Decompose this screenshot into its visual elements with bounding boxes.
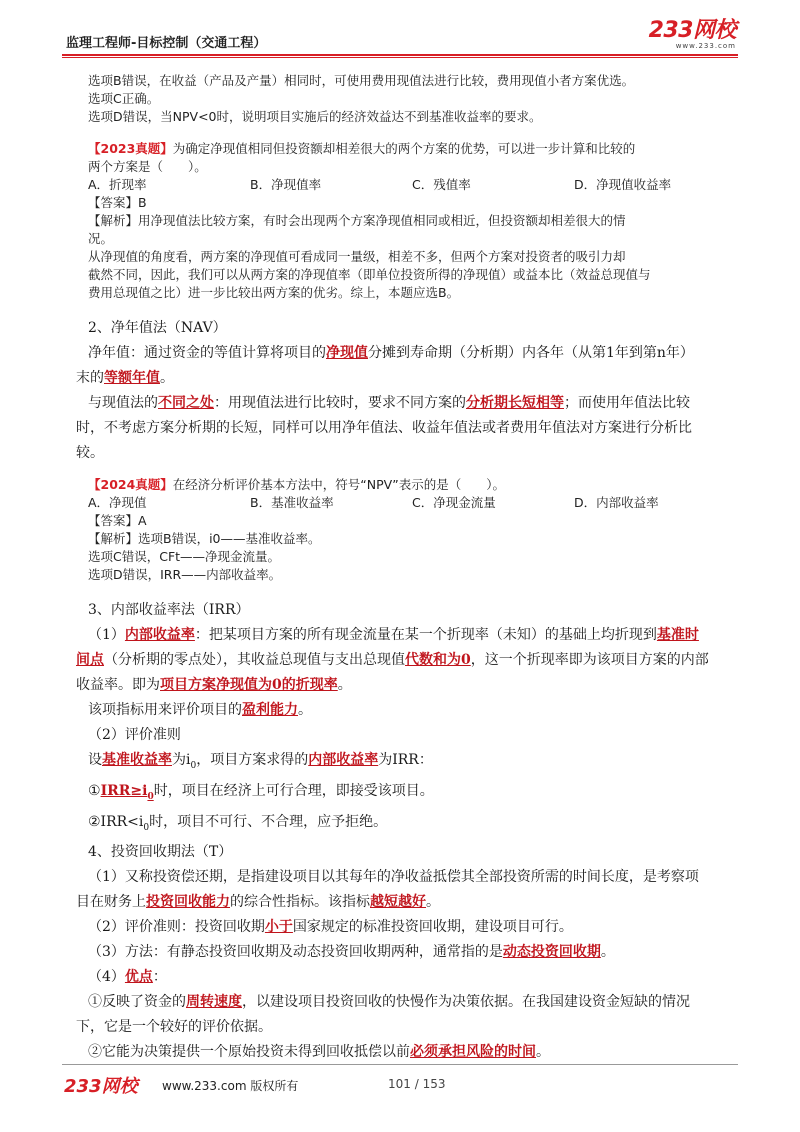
nav-definition-cont: 末的等额年值。 xyxy=(76,370,174,386)
option-b: B．净现值率 xyxy=(250,177,322,192)
answer: 【答案】B xyxy=(88,195,147,210)
header-logo-url: www.233.com xyxy=(675,42,736,50)
question-2024 xyxy=(88,476,738,584)
question-tag: 【2024真题】 xyxy=(88,477,173,492)
header-title: 监理工程师-目标控制（交通工程） xyxy=(66,36,267,51)
footer-copyright: www.233.com 版权所有 xyxy=(162,1079,299,1093)
explanation-line: 选项C错误，CFt——净现金流量。 xyxy=(88,549,281,564)
irr-definition-cont: 间点（分析期的零点处），其收益总现值与支出总现值代数和为0，这一个折现率即为该项目方案的内部 xyxy=(76,652,709,668)
nav-comparison-cont: 较。 xyxy=(76,445,104,461)
question-stem: 【2023真题】为确定净现值相同但投资额却相差很大的两个方案的优势，可以进一步计算和比较的 xyxy=(88,141,636,156)
prev-explanation-line: 选项C正确。 xyxy=(88,91,160,106)
page-number: 101 / 153 xyxy=(388,1077,446,1091)
option-d: D．内部收益率 xyxy=(574,495,659,510)
payback-advantages-heading: （4）优点： xyxy=(88,969,167,986)
footer-divider xyxy=(62,1064,738,1065)
nav-comparison-cont: 时，不考虑方案分析期的长短，同样可以用净年值法、收益年值法或者费用年值法对方案进行分析比 xyxy=(76,420,692,436)
explanation-line: 选项D错误，IRR——内部收益率。 xyxy=(88,567,282,582)
option-b: B．基准收益率 xyxy=(250,495,334,510)
irr-definition-cont: 收益率。即为项目方案净现值为0的折现率。 xyxy=(76,677,352,693)
explanation-line: 【解析】用净现值法比较方案，有时会出现两个方案净现值相同或相近，但投资额却相差很大的情 xyxy=(88,213,626,228)
option-c: C．净现金流量 xyxy=(412,495,496,510)
prev-explanation-line: 选项B错误，在收益（产品及产量）相同时，可使用费用现值法进行比较，费用现值小者方案优选。 xyxy=(88,73,635,88)
nav-comparison: 与现值法的不同之处：用现值法进行比较时，要求不同方案的分析期长短相等；而使用年值法比较 xyxy=(88,395,690,411)
page-content xyxy=(76,72,738,1065)
section-heading-payback: 4、投资回收期法（T） xyxy=(88,844,233,861)
payback-advantage-1-cont: 下，它是一个较好的评价依据。 xyxy=(76,1019,272,1036)
payback-advantage-1: ①反映了资金的周转速度，以建设项目投资回收的快慢作为决策依据。在我国建设资金短缺的情况 xyxy=(88,994,690,1011)
explanation-line: 截然不同，因此，我们可以从两方案的净现值率（即单位投资所得的净现值）或益本比（效益总现值与 xyxy=(88,267,651,282)
payback-criteria: （2）评价准则：投资回收期小于国家规定的标准投资回收期，建设项目可行。 xyxy=(88,919,573,936)
payback-definition: （1）又称投资偿还期，是指建设项目以其每年的净收益抵偿其全部投资所需的时间长度，是考察项 xyxy=(88,869,699,886)
answer: 【答案】A xyxy=(88,513,147,528)
header-logo-text: 233网校 xyxy=(648,18,736,43)
section-heading-nav: 2、净年值法（NAV） xyxy=(88,320,227,336)
payback-definition-cont: 目在财务上投资回收能力的综合性指标。该指标越短越好。 xyxy=(76,894,440,911)
irr-criteria-reject: $②IRR<i_0$时，项目不可行、不合理，应予拒绝。 xyxy=(88,813,388,833)
header-divider xyxy=(62,54,738,58)
explanation-line: 从净现值的角度看，两方案的净现值可看成同一量级，相差不多，但两个方案对投资者的吸引力却 xyxy=(88,249,626,264)
irr-criteria-accept: $①IRR\ge i_0$时，项目在经济上可行合理，即接受该项目。 xyxy=(88,782,434,802)
option-a: A．折现率 xyxy=(88,177,147,192)
footer-logo[interactable]: 233网校 xyxy=(64,1076,138,1097)
payback-method: （3）方法：有静态投资回收期及动态投资回收期两种，通常指的是动态投资回收期。 xyxy=(88,944,615,961)
irr-criteria-heading: （2）评价准则 xyxy=(88,727,181,743)
nav-definition: 净年值：通过资金的等值计算将项目的净现值分摊到寿命期（分析期）内各年（从第1年到第n年） xyxy=(88,345,694,361)
irr-criteria-def: 设基准收益率为$i_0$，项目方案求得的内部收益率为IRR： xyxy=(88,752,433,771)
irr-definition: （1）内部收益率：把某项目方案的所有现金流量在某一个折现率（未知）的基础上均折现到基准时 xyxy=(88,627,699,643)
option-c: C．残值率 xyxy=(412,177,471,192)
explanation-line: 【解析】选项B错误，i0——基准收益率。 xyxy=(88,531,321,546)
explanation-line: 费用总现值之比）进一步比较出两方案的优劣。综上，本题应选B。 xyxy=(88,285,460,300)
question-tag: 【2023真题】 xyxy=(88,141,173,156)
section-heading-irr: 3、内部收益率法（IRR） xyxy=(88,602,250,618)
option-a: A．净现值 xyxy=(88,495,147,510)
option-d: D．净现值收益率 xyxy=(574,177,672,192)
prev-explanation-line: 选项D错误，当NPV<0时，说明项目实施后的经济效益达不到基准收益率的要求。 xyxy=(88,109,542,124)
payback-advantage-2: ②它能为决策提供一个原始投资未得到回收抵偿以前必须承担风险的时间。 xyxy=(88,1044,550,1061)
question-stem-cont: 两个方案是（ ）。 xyxy=(88,159,207,174)
question-2023 xyxy=(88,140,738,302)
explanation-line: 况。 xyxy=(88,231,114,246)
header-logo[interactable] xyxy=(649,20,736,50)
question-options xyxy=(88,494,738,512)
irr-purpose: 该项指标用来评价项目的盈利能力。 xyxy=(88,702,312,718)
question-options xyxy=(88,176,738,194)
question-stem: 【2024真题】在经济分析评价基本方法中，符号“NPV”表示的是（ ）。 xyxy=(88,477,505,492)
